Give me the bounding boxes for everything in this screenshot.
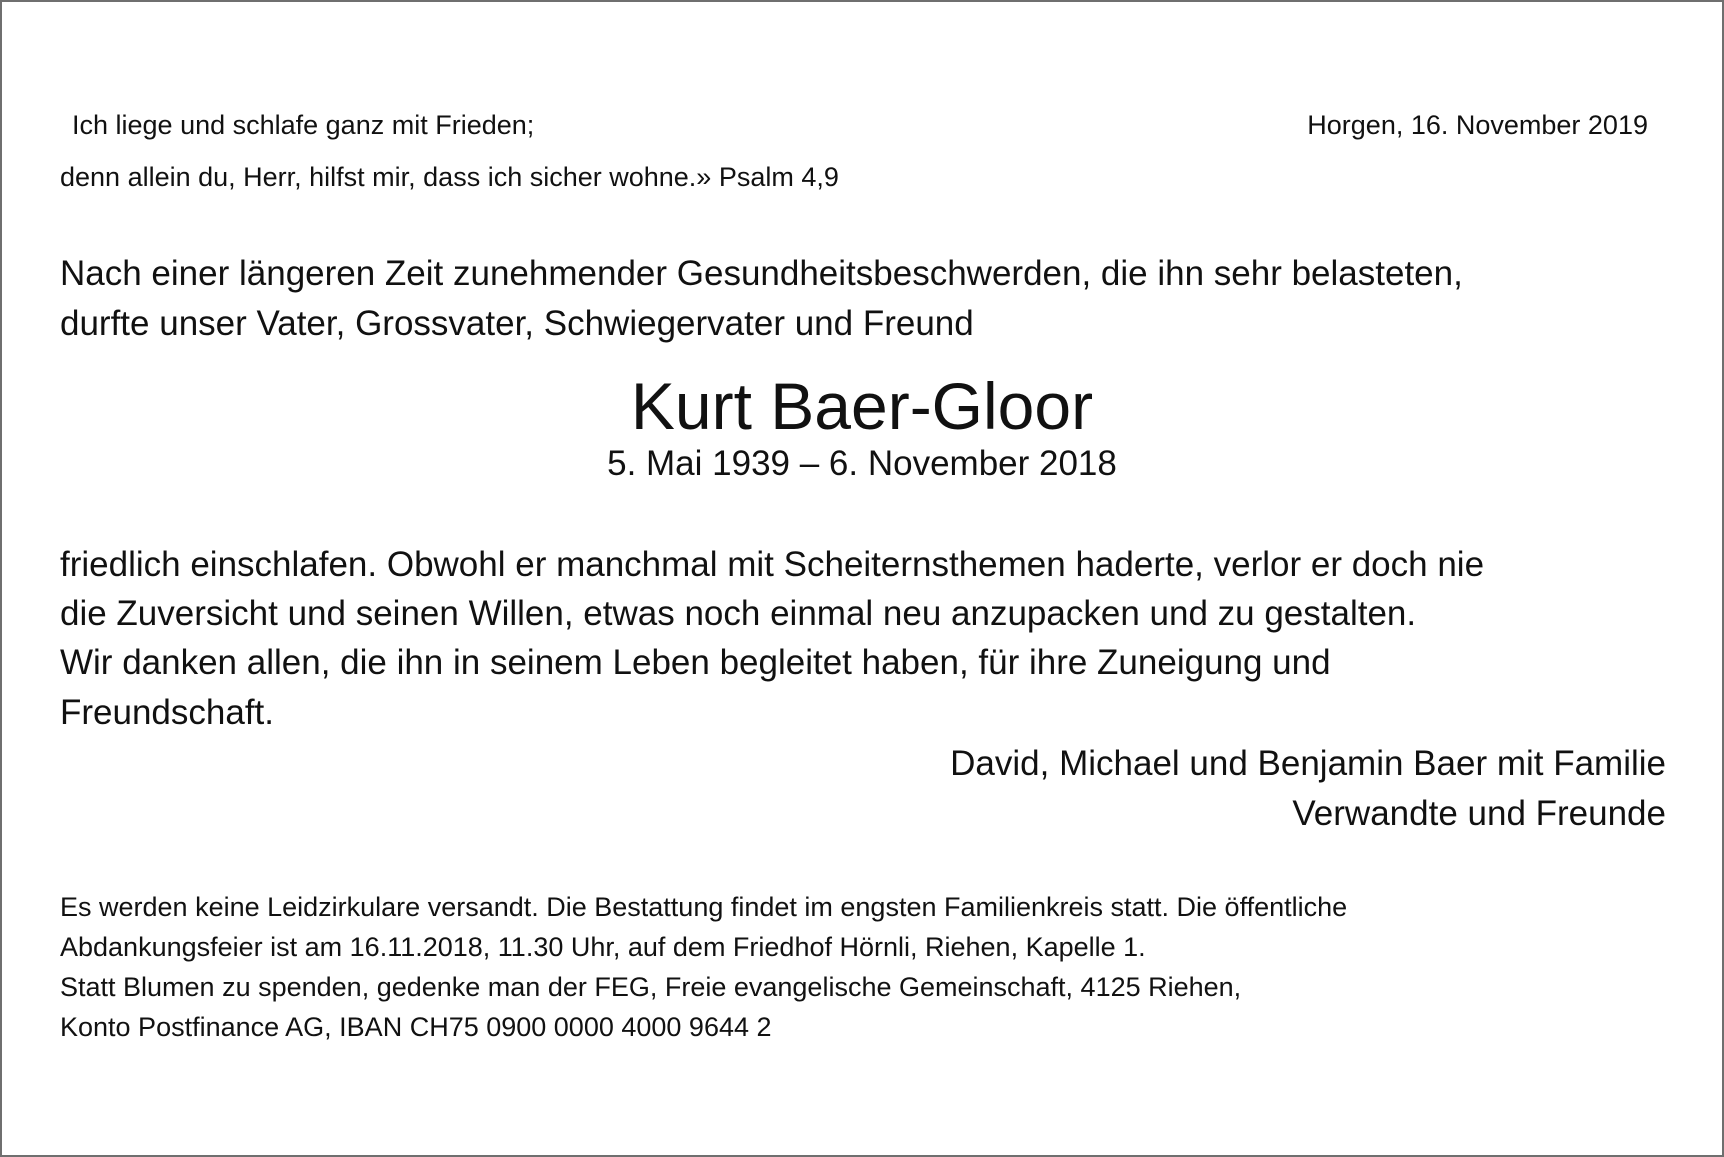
deceased-dates: 5. Mai 1939 – 6. November 2018 (607, 444, 1117, 483)
verse-line-2: denn allein du, Herr, hilfst mir, dass ich sicher wohne.» Psalm 4,9 (60, 162, 839, 192)
message-line-4: Freundschaft. (60, 693, 274, 732)
notice-line-1: Es werden keine Leidzirkulare versandt. Die Bestattung findet im engsten Familienkreis statt. Die öffentliche (60, 892, 1348, 922)
signatories-line-1: David, Michael und Benjamin Baer mit Familie (950, 744, 1666, 783)
intro-line-2: durfte unser Vater, Grossvater, Schwiegervater und Freund (60, 304, 974, 343)
message-line-3: Wir danken allen, die ihn in seinem Leben begleitet haben, für ihre Zuneigung und (60, 643, 1331, 682)
message-line-1: friedlich einschlafen. Obwohl er manchmal mit Scheiternsthemen haderte, verlor er doch nie (60, 545, 1485, 584)
notice-line-2: Abdankungsfeier ist am 16.11.2018, 11.30 Uhr, auf dem Friedhof Hörnli, Riehen, Kapelle 1. (60, 932, 1146, 962)
message-line-2: die Zuversicht und seinen Willen, etwas noch einmal neu anzupacken und zu gestalten. (60, 594, 1417, 633)
notice-line-3: Statt Blumen zu spenden, gedenke man der FEG, Freie evangelische Gemeinschaft, 4125 Riehen, (60, 972, 1242, 1002)
verse-line-1: Ich liege und schlafe ganz mit Frieden; (72, 110, 535, 140)
intro-line-1: Nach einer längeren Zeit zunehmender Gesundheitsbeschwerden, die ihn sehr belasteten, (60, 254, 1463, 293)
deceased-name: Kurt Baer-Gloor (630, 369, 1094, 443)
place-date: Horgen, 16. November 2019 (1307, 110, 1648, 140)
signatories-line-2: Verwandte und Freunde (1292, 794, 1666, 833)
notice-line-4: Konto Postfinance AG, IBAN CH75 0900 0000 4000 9644 2 (60, 1012, 772, 1042)
